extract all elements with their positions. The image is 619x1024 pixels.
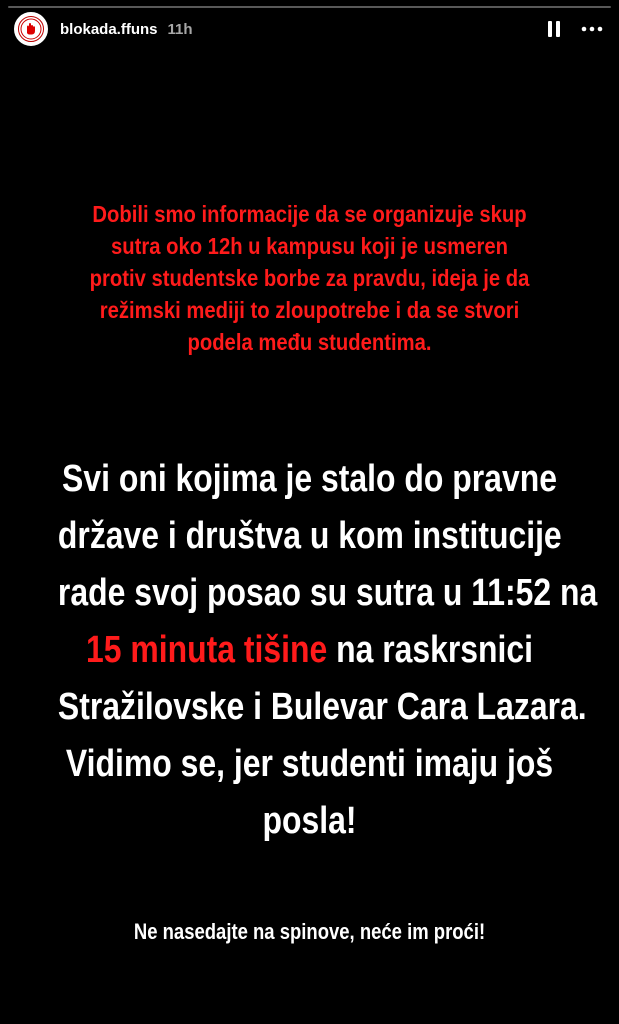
- warning-line: Dobili smo informacije da se organizuje skup: [92, 201, 527, 227]
- message-line: posla!: [262, 800, 357, 842]
- story-progress-bar: [8, 6, 611, 8]
- message-text: na raskrsnici: [327, 629, 534, 671]
- more-options-icon[interactable]: [579, 16, 605, 42]
- warning-text: [55, 198, 565, 358]
- message-line: države i društva u kom institucije: [57, 515, 562, 557]
- message-line: Vidimo se, jer studenti imaju još: [65, 743, 554, 785]
- warning-line: podela među studentima.: [187, 329, 432, 355]
- warning-line: sutra oko 12h u kampusu koji je usmeren: [110, 233, 509, 259]
- post-timestamp: 11h: [167, 20, 193, 38]
- highlight-text: 15 minuta tišine: [85, 629, 328, 671]
- account-username[interactable]: blokada.ffuns: [60, 20, 158, 38]
- warning-line: protiv studentske borbe za pravdu, ideja je da: [89, 265, 530, 291]
- footer-note-text: Ne nasedajte na spinove, neće im proći!: [133, 919, 486, 944]
- pause-icon[interactable]: [541, 16, 567, 42]
- story-header: [14, 12, 605, 46]
- avatar[interactable]: [14, 12, 48, 46]
- main-message: [57, 451, 598, 850]
- message-line: Stražilovske i Bulevar Cara Lazara.: [57, 686, 587, 728]
- footer-note: [66, 917, 552, 947]
- warning-line: režimski mediji to zloupotrebe i da se stvori: [99, 297, 520, 323]
- message-line-highlight: [58, 622, 561, 679]
- message-line: rade svoj posao su sutra u 11:52 na: [57, 572, 598, 614]
- blokada-logo-icon: [18, 16, 44, 42]
- message-line: Svi oni kojima je stalo do pravne: [62, 458, 557, 500]
